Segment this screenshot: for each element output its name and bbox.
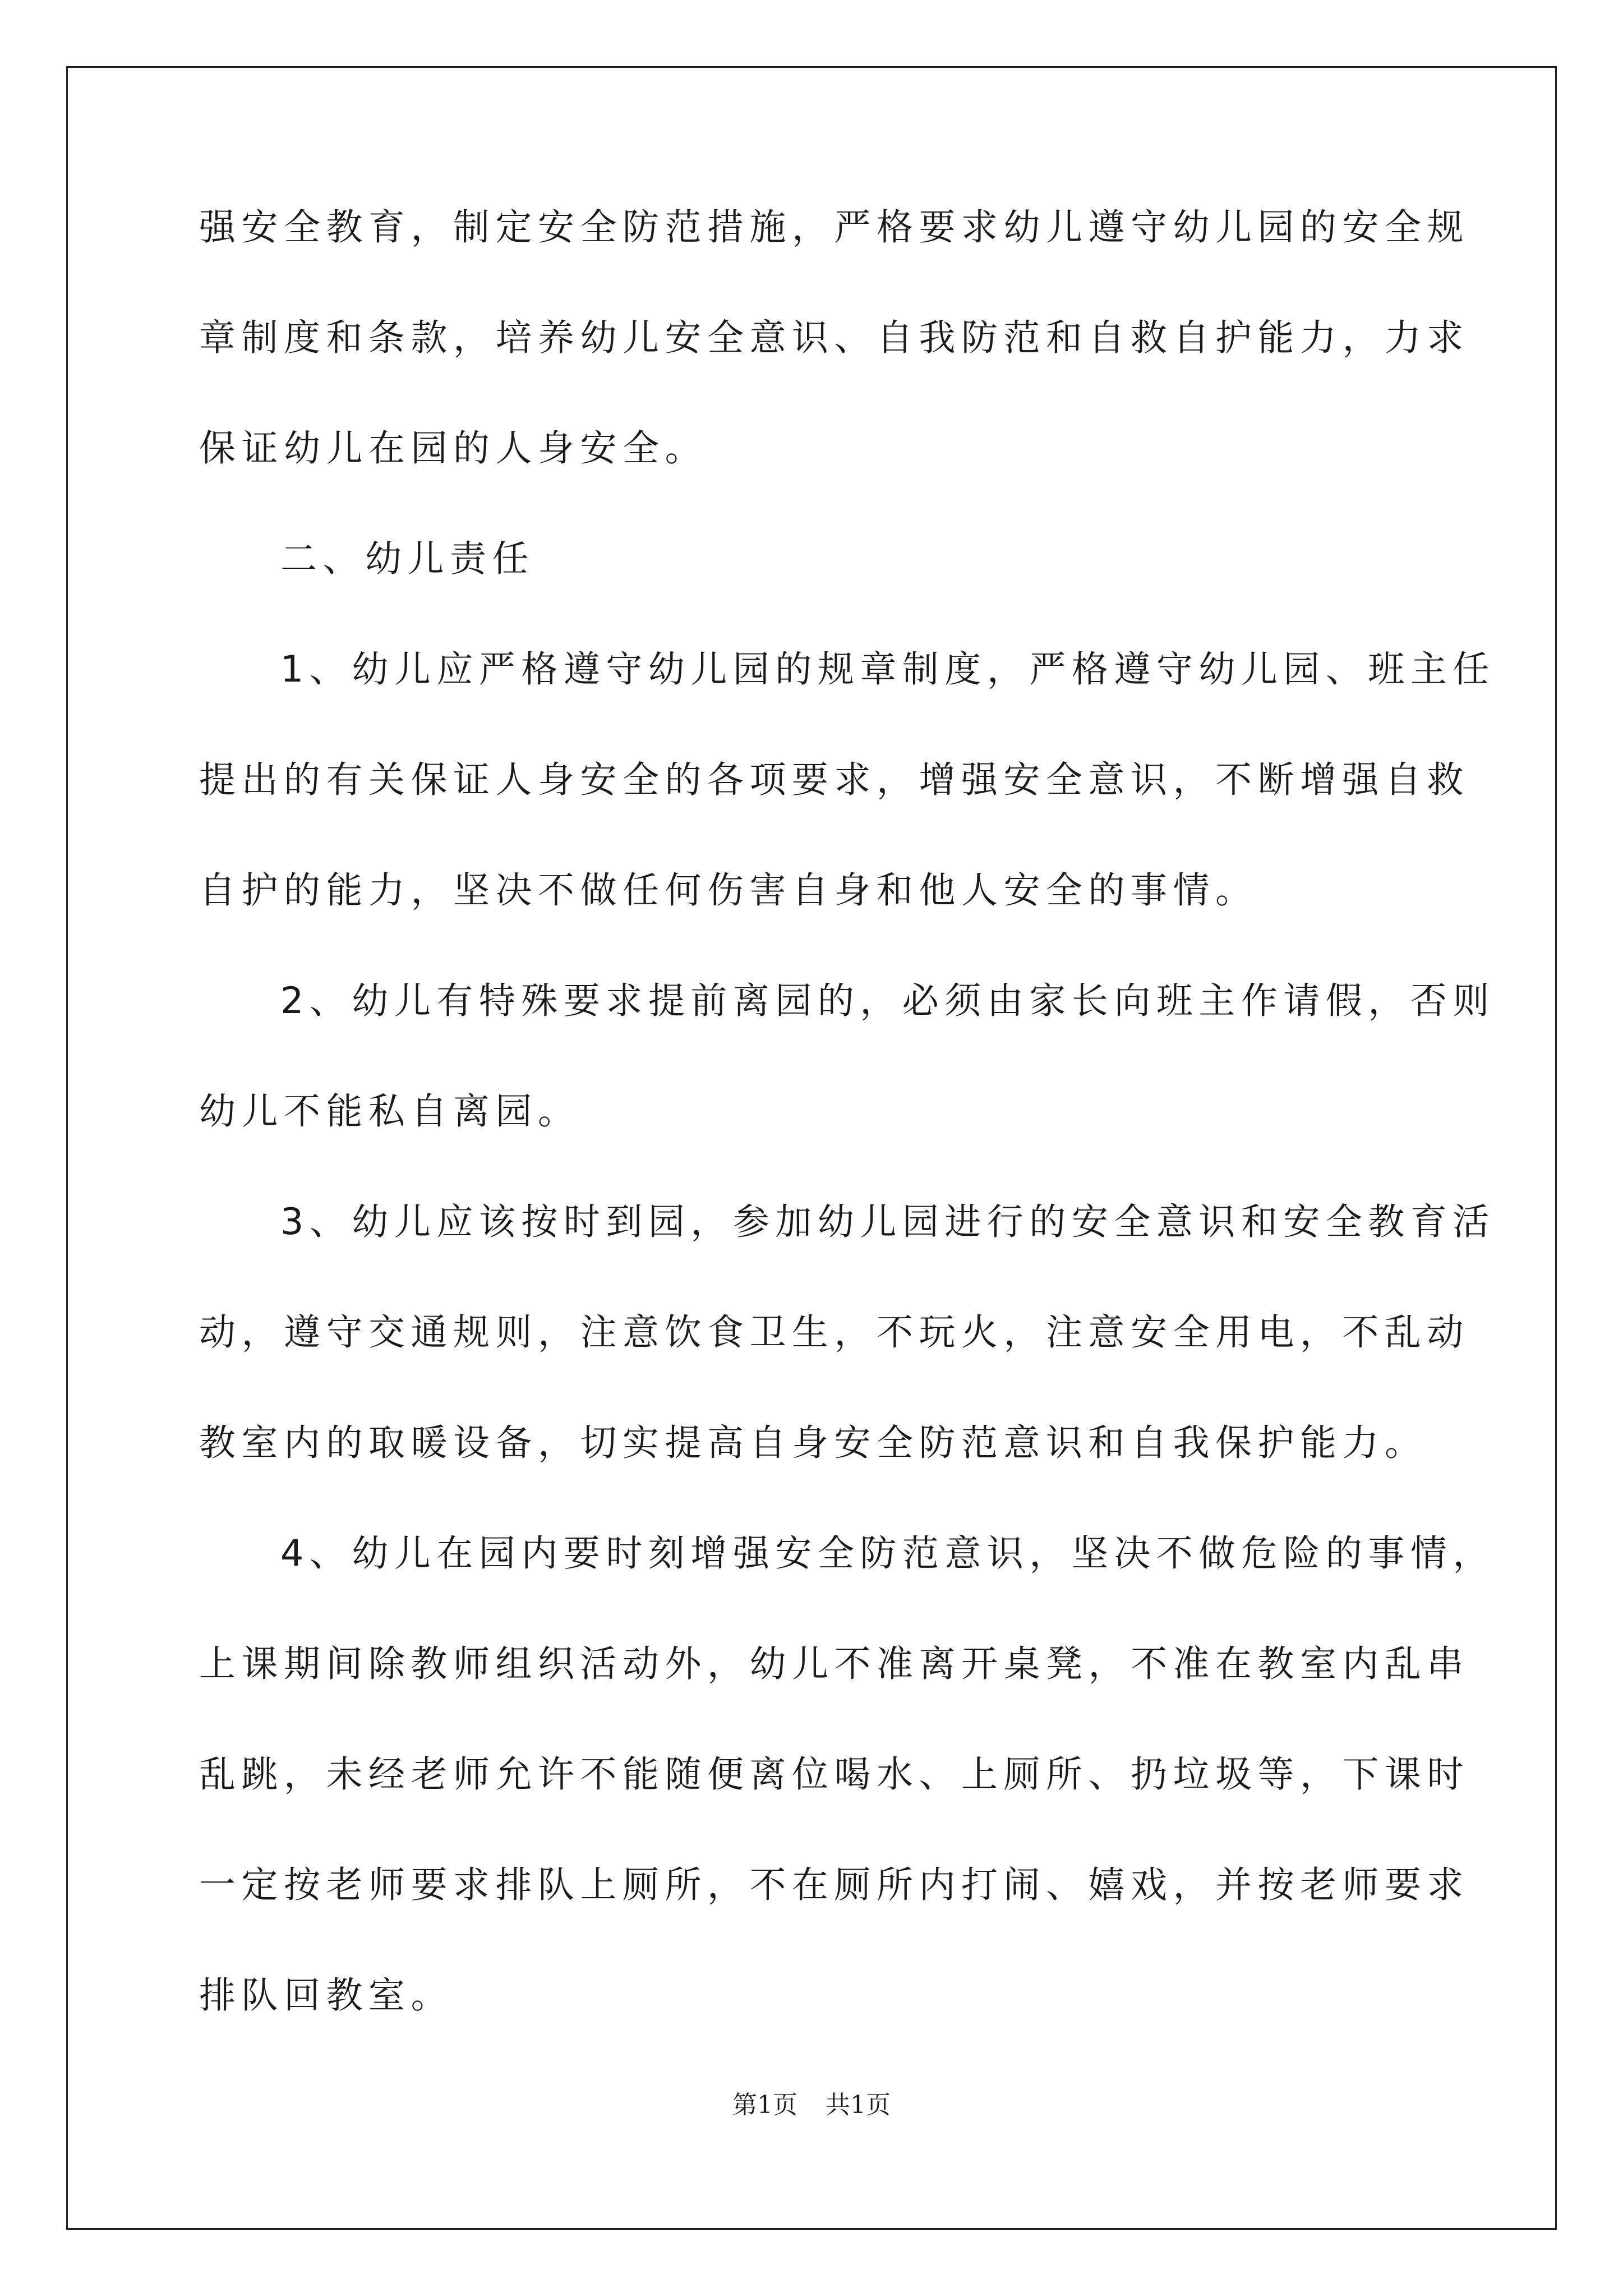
body-line: 4、幼儿在园内要时刻增强安全防范意识，坚决不做危险的事情，: [280, 1533, 1495, 1575]
document-body: [199, 206, 1495, 2090]
body-line: 章制度和条款，培养幼儿安全意识、自我防范和自救自护能力，力求: [199, 317, 1470, 359]
body-line: 1、幼儿应严格遵守幼儿园的规章制度，严格遵守幼儿园、班主任: [280, 648, 1495, 691]
section-heading: 二、幼儿责任: [280, 538, 535, 580]
body-line: 2、幼儿有特殊要求提前离园的，必须由家长向班主作请假，否则: [280, 980, 1495, 1022]
body-line: 保证幼儿在园的人身安全。: [199, 427, 708, 470]
page-total: 共1页: [826, 2091, 891, 2119]
body-line: 强安全教育，制定安全防范措施，严格要求幼儿遵守幼儿园的安全规: [199, 206, 1470, 249]
body-line: 3、幼儿应该按时到园，参加幼儿园进行的安全意识和安全教育活: [280, 1201, 1495, 1243]
body-line: 上课期间除教师组织活动外，幼儿不准离开桌凳，不准在教室内乱串: [199, 1643, 1470, 1685]
body-line: 自护的能力，坚决不做任何伤害自身和他人安全的事情。: [199, 869, 1258, 912]
body-line: 提出的有关保证人身安全的各项要求，增强安全意识，不断增强自救: [199, 759, 1470, 801]
page-number: 第1页: [732, 2091, 797, 2119]
body-line: 教室内的取暖设备，切实提高自身安全防范意识和自我保护能力。: [199, 1422, 1427, 1464]
body-line: 一定按老师要求排队上厕所，不在厕所内打闹、嬉戏，并按老师要求: [199, 1864, 1470, 1906]
body-line: 排队回教室。: [199, 1975, 454, 2017]
page-footer: [0, 2085, 1623, 2120]
body-line: 动，遵守交通规则，注意饮食卫生，不玩火，注意安全用电，不乱动: [199, 1312, 1470, 1354]
body-line: 幼儿不能私自离园。: [199, 1091, 580, 1133]
body-line: 乱跳，未经老师允许不能随便离位喝水、上厕所、扔垃圾等，下课时: [199, 1754, 1470, 1796]
